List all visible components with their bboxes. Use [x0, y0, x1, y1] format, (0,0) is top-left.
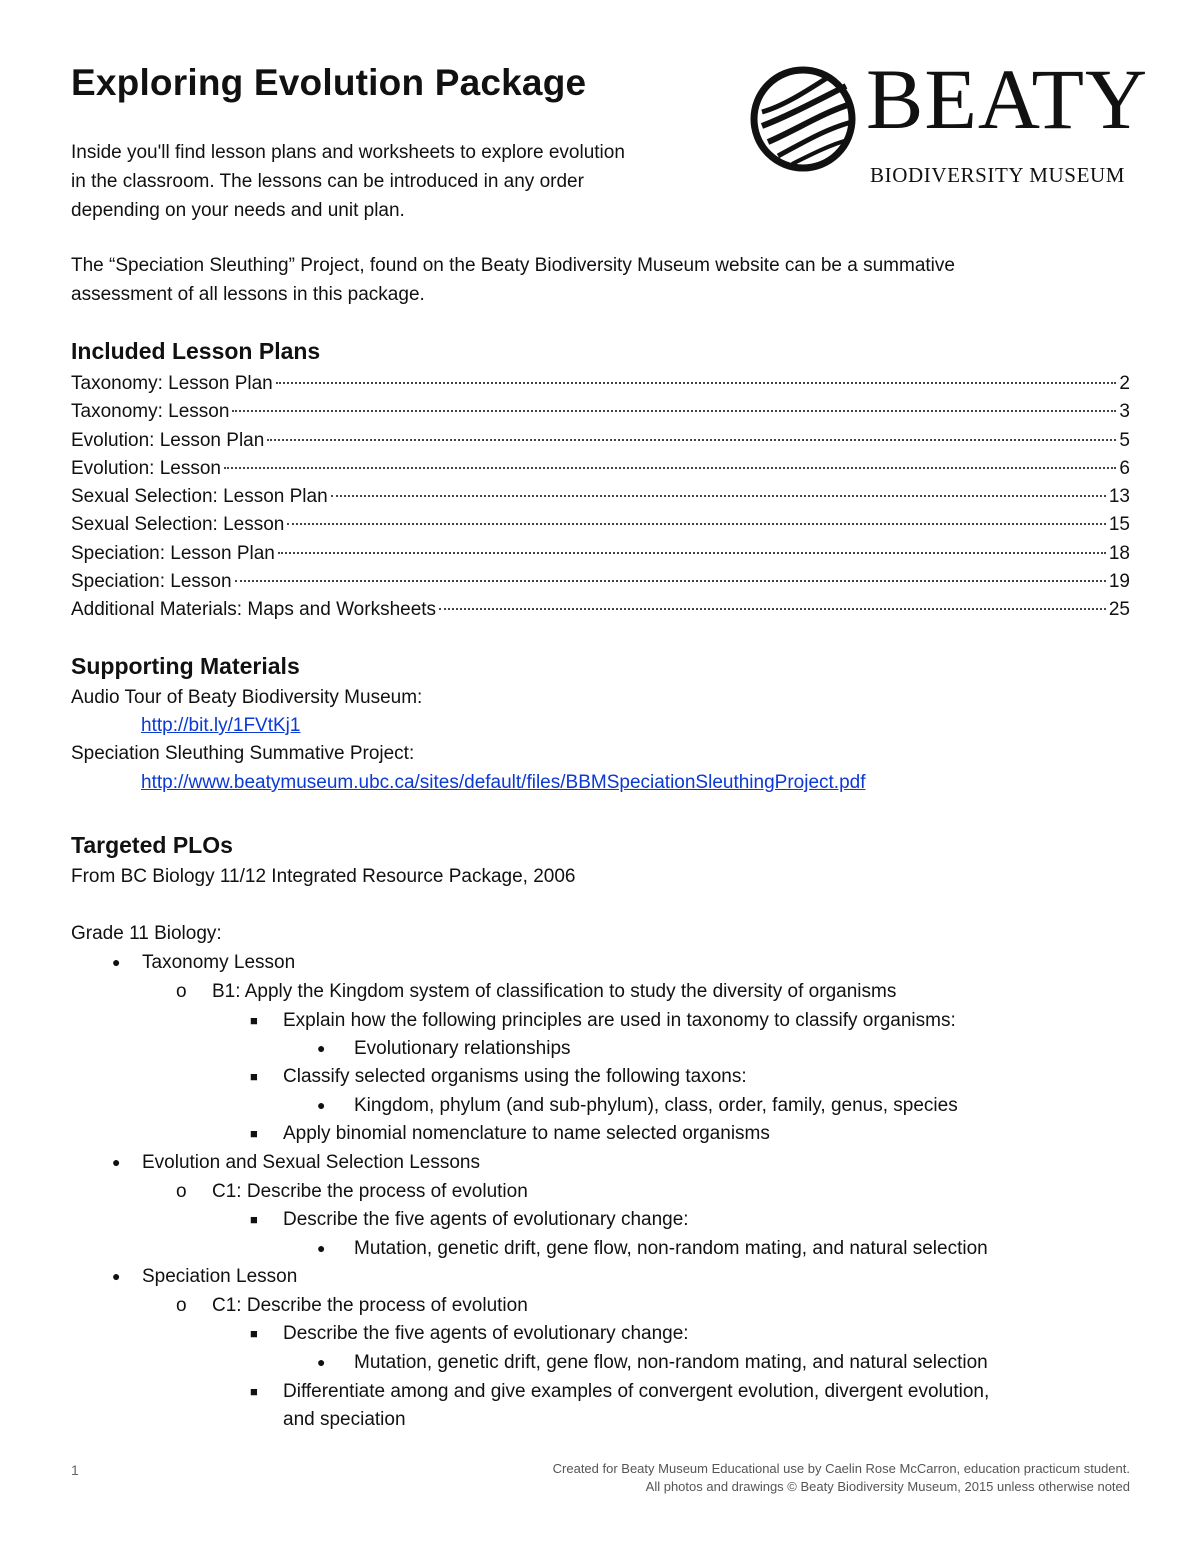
toc-leader — [235, 580, 1106, 582]
intro-line: Inside you'll find lesson plans and worksheets to explore evolution — [71, 142, 625, 163]
list-item: Classify selected organisms using the following taxons: — [283, 1066, 747, 1087]
plos-source: From BC Biology 11/12 Integrated Resource Package, 2006 — [71, 866, 576, 887]
toc-label: Sexual Selection: Lesson Plan — [71, 486, 328, 508]
intro-line: in the classroom. The lessons can be introduced in any order — [71, 171, 584, 192]
toc-page: 25 — [1108, 599, 1130, 621]
list-item: Describe the five agents of evolutionary change: — [283, 1209, 689, 1230]
square-bullet-icon: ■ — [250, 1384, 258, 1399]
list-item: Evolution and Sexual Selection Lessons — [142, 1152, 481, 1173]
list-item: Taxonomy Lesson — [142, 952, 296, 973]
toc-page: 19 — [1108, 571, 1130, 593]
toc-page: 2 — [1119, 373, 1130, 394]
square-bullet-icon: ■ — [250, 1212, 258, 1227]
logo-wordmark: BEATY — [866, 51, 1149, 147]
page-title: Exploring Evolution Package — [71, 62, 587, 103]
list-item: and speciation — [283, 1409, 406, 1430]
footer-credit-line: All photos and drawings © Beaty Biodiversity Museum, 2015 unless otherwise noted — [645, 1479, 1130, 1494]
toc-label: Evolution: Lesson Plan — [71, 429, 265, 451]
list-item: Speciation Lesson — [142, 1266, 298, 1287]
toc-page: 15 — [1108, 514, 1130, 536]
beaty-logo — [748, 51, 1152, 190]
toc-leader — [224, 467, 1116, 469]
table-of-contents — [71, 370, 1130, 625]
list-item: Explain how the following principles are used in taxonomy to classify organisms: — [283, 1010, 956, 1031]
footer-credit-line: Created for Beaty Museum Educational use by Caelin Rose McCarron, education practicum student. — [552, 1461, 1130, 1476]
audio-tour-link[interactable]: http://bit.ly/1FVtKj1 — [141, 715, 301, 736]
toc-row[interactable] — [71, 398, 1130, 426]
toc-row[interactable] — [71, 427, 1130, 455]
square-bullet-icon: ■ — [250, 1126, 258, 1141]
toc-leader — [439, 608, 1106, 610]
toc-label: Additional Materials: Maps and Worksheets — [71, 599, 437, 621]
circle-bullet-icon: o — [176, 1295, 187, 1316]
toc-page: 18 — [1108, 542, 1130, 564]
toc-leader — [287, 523, 1105, 525]
audio-tour-label: Audio Tour of Beaty Biodiversity Museum: — [71, 687, 423, 708]
toc-row[interactable] — [71, 568, 1130, 596]
circle-bullet-icon: o — [176, 981, 187, 1002]
circle-bullet-icon: o — [176, 1181, 187, 1202]
square-bullet-icon: ■ — [250, 1326, 258, 1341]
list-item: Mutation, genetic drift, gene flow, non-random mating, and natural selection — [354, 1352, 988, 1373]
toc-label: Sexual Selection: Lesson — [71, 514, 285, 536]
leaf-circle-icon — [748, 64, 858, 174]
bullet-icon: ● — [112, 954, 121, 970]
bullet-icon: ● — [317, 1354, 326, 1370]
toc-page: 13 — [1108, 486, 1130, 508]
project-paragraph — [71, 251, 955, 309]
toc-row[interactable] — [71, 596, 1130, 624]
toc-label: Taxonomy: Lesson Plan — [71, 373, 273, 394]
list-item: C1: Describe the process of evolution — [212, 1181, 528, 1202]
intro-line: depending on your needs and unit plan. — [71, 200, 405, 221]
list-item: Evolutionary relationships — [354, 1038, 571, 1059]
logo-subtitle: BIODIVERSITY MUSEUM — [870, 163, 1126, 187]
list-item: Apply binomial nomenclature to name selected organisms — [283, 1123, 770, 1144]
toc-page: 5 — [1119, 429, 1130, 451]
square-bullet-icon: ■ — [250, 1013, 258, 1028]
grade-label: Grade 11 Biology: — [71, 923, 222, 944]
toc-leader — [278, 552, 1106, 554]
toc-row[interactable] — [71, 370, 1130, 398]
page-number: 1 — [71, 1462, 79, 1478]
list-item: B1: Apply the Kingdom system of classification to study the diversity of organisms — [212, 981, 897, 1002]
toc-row[interactable] — [71, 540, 1130, 568]
footer-credit — [553, 1460, 1130, 1496]
project-label: Speciation Sleuthing Summative Project: — [71, 743, 415, 764]
toc-row[interactable] — [71, 483, 1130, 511]
bullet-icon: ● — [317, 1240, 326, 1256]
toc-label: Taxonomy: Lesson — [71, 401, 230, 423]
toc-leader — [276, 382, 1117, 384]
toc-leader — [267, 439, 1116, 441]
toc-leader — [331, 495, 1106, 497]
toc-row[interactable] — [71, 511, 1130, 539]
plos-heading: Targeted PLOs — [71, 832, 233, 858]
bullet-icon: ● — [317, 1040, 326, 1056]
toc-label: Speciation: Lesson Plan — [71, 542, 275, 564]
square-bullet-icon: ■ — [250, 1069, 258, 1084]
list-item: Differentiate among and give examples of convergent evolution, divergent evolution, — [283, 1381, 990, 1402]
project-line: The “Speciation Sleuthing” Project, found on the Beaty Biodiversity Museum website can be a summative — [71, 255, 955, 276]
project-link[interactable]: http://www.beatymuseum.ubc.ca/sites/default/files/BBMSpeciationSleuthingProject.pdf — [141, 772, 866, 793]
lesson-plans-heading: Included Lesson Plans — [71, 338, 321, 364]
bullet-icon: ● — [112, 1268, 121, 1284]
list-item: Mutation, genetic drift, gene flow, non-random mating, and natural selection — [354, 1238, 988, 1259]
toc-label: Evolution: Lesson — [71, 457, 221, 479]
toc-page: 3 — [1119, 401, 1130, 423]
toc-label: Speciation: Lesson — [71, 571, 232, 593]
list-item: Describe the five agents of evolutionary change: — [283, 1323, 689, 1344]
project-line: assessment of all lessons in this package. — [71, 284, 425, 305]
list-item: Kingdom, phylum (and sub-phylum), class, order, family, genus, species — [354, 1095, 958, 1116]
bullet-icon: ● — [112, 1154, 121, 1170]
intro-paragraph — [71, 138, 625, 225]
toc-leader — [232, 410, 1116, 412]
toc-page: 6 — [1119, 457, 1130, 479]
supporting-heading: Supporting Materials — [71, 653, 300, 679]
list-item: C1: Describe the process of evolution — [212, 1295, 528, 1316]
bullet-icon: ● — [317, 1097, 326, 1113]
toc-row[interactable] — [71, 455, 1130, 483]
